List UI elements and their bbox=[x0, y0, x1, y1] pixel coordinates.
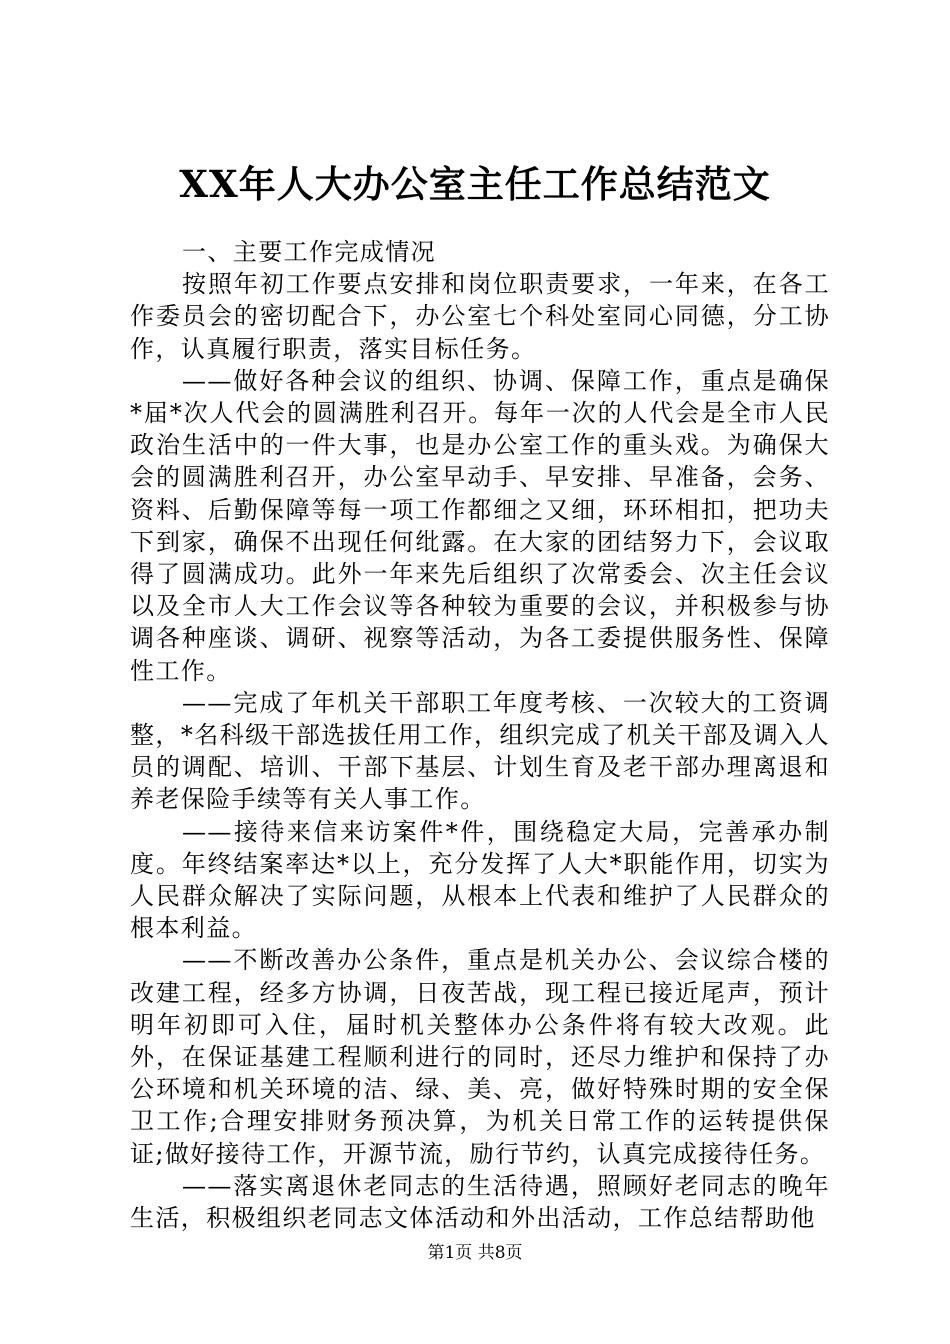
document-body bbox=[130, 236, 830, 1234]
paragraph: ——接待来信来访案件*件，围绕稳定大局，完善承办制度。年终结案率达*以上，充分发挥了人大*职能作用，切实为人民群众解决了实际问题，从根本上代表和维护了人民群众的根本利益。 bbox=[130, 817, 830, 943]
paragraph: ——不断改善办公条件，重点是机关办公、会议综合楼的改建工程，经多方协调，日夜苦战，现工程已接近尾声，预计明年初即可入住，届时机关整体办公条件将有较大改观。此外，在保证基建工程顺利进行的同时，还尽力维护和保持了办公环境和机关环境的洁、绿、美、亮，做好特殊时期的安全保卫工作;合理安排财务预决算，为机关日常工作的运转提供保证;做好接待工作，开源节流，励行节约，认真完成接待任务。 bbox=[130, 946, 830, 1168]
paragraph: ——落实离退休老同志的生活待遇，照顾好老同志的晚年生活，积极组织老同志文体活动和外出活动，工作总结帮助他 bbox=[130, 1171, 830, 1233]
paragraph: ——完成了年机关干部职工年度考核、一次较大的工资调整，*名科级干部选拔任用工作，组织完成了机关干部及调入人员的调配、培训、干部下基层、计划生育及老干部办理离退和养老保险手续等有关人事工作。 bbox=[130, 688, 830, 814]
page-footer: 第1页 共8页 bbox=[427, 1243, 523, 1263]
paragraph: 按照年初工作要点安排和岗位职责要求，一年来，在各工作委员会的密切配合下，办公室七个科处室同心同德，分工协作，认真履行职责，落实目标任务。 bbox=[130, 270, 830, 363]
document-title: XX年人大办公室主任工作总结范文 bbox=[179, 162, 771, 206]
section-heading: 一、主要工作完成情况 bbox=[182, 238, 436, 266]
paragraph: ——做好各种会议的组织、协调、保障工作，重点是确保*届*次人代会的圆满胜利召开。每年一次的人代会是全市人民政治生活中的一件大事，也是办公室工作的重头戏。为确保大会的圆满胜利召开，办公室早动手、早安排、早准备，会务、资料、后勤保障等每一项工作都细之又细，环环相扣，把功夫下到家，确保不出现任何纰露。在大家的团结努力下，会议取得了圆满成功。此外一年来先后组织了次常委会、次主任会议以及全市人大工作会议等各种较为重要的会议，并积极参与协调各种座谈、调研、视察等活动，为各工委提供服务性、保障性工作。 bbox=[130, 366, 830, 685]
